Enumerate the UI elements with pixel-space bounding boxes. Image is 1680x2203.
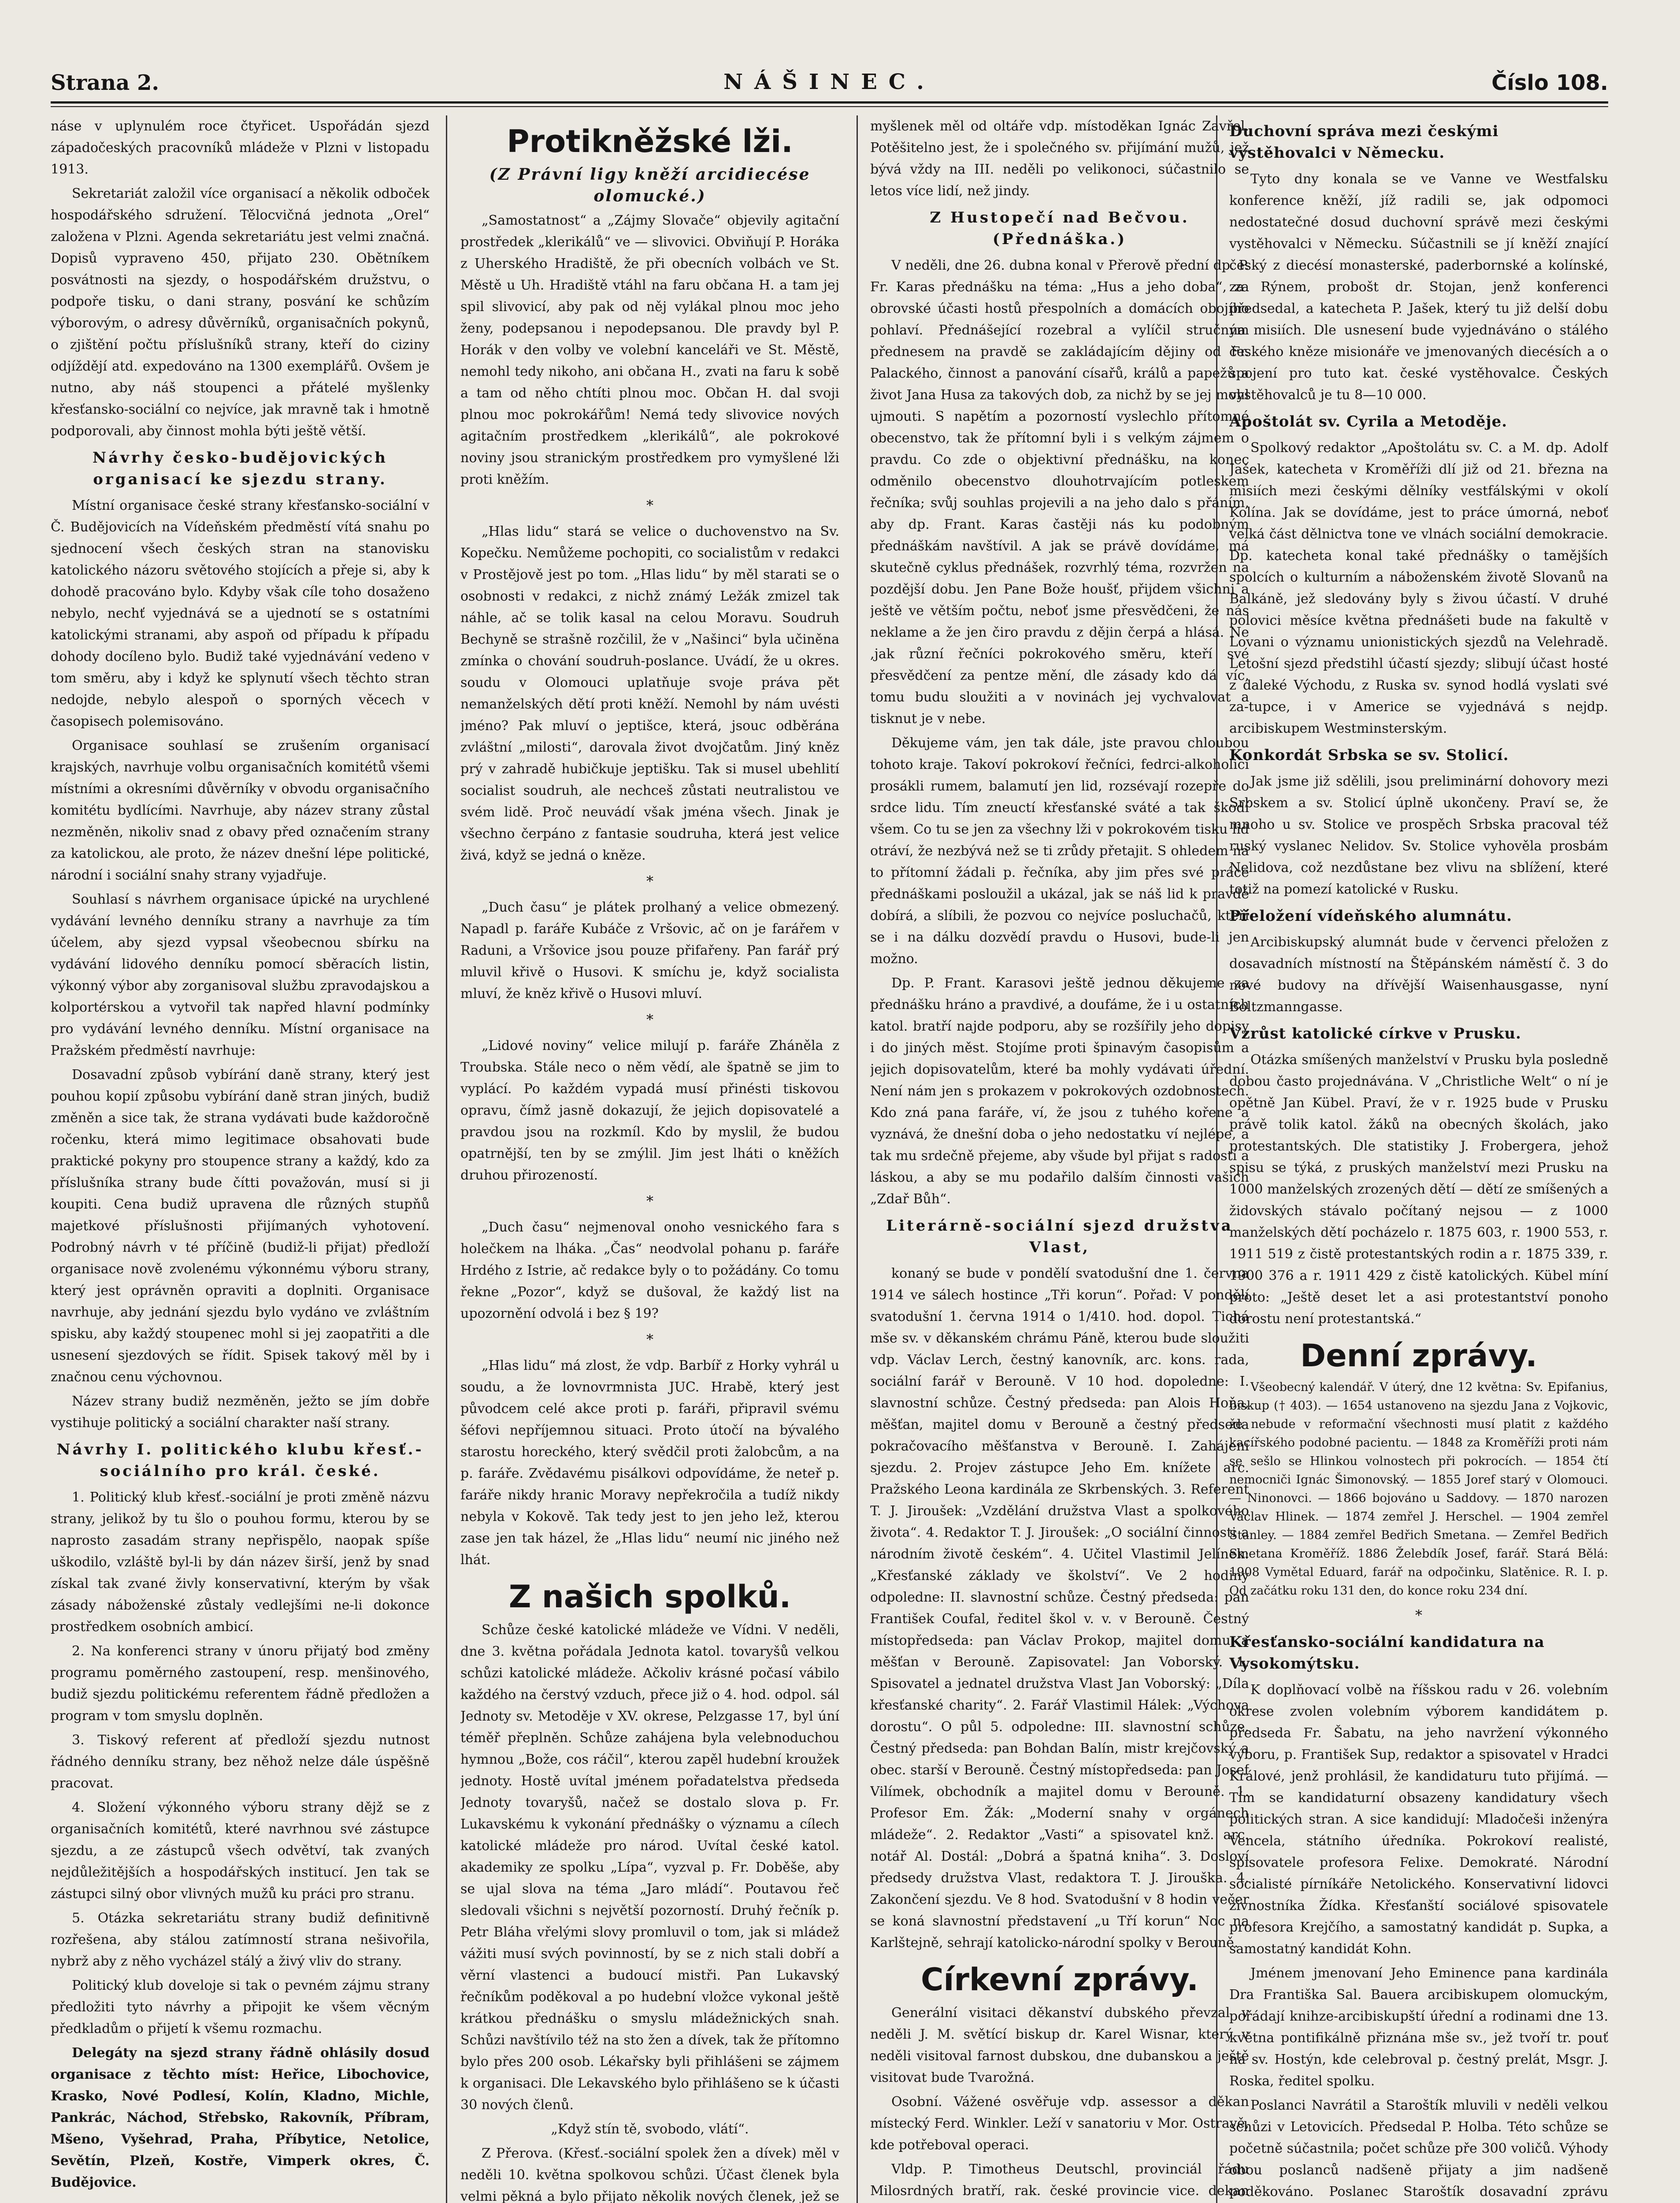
section-heading: Vzrůst katolické církve v Prusku. [1229, 1025, 1521, 1042]
paragraph: „Hlas lidu“ stará se velice o duchovenstvo na Sv. Kopečku. Nemůžeme pochopiti, co socialistům v redakci v Prostějově jest po tom. „Hlas lidu“ by měl starati se o osobnosti v redakci, z nichž známý Ležák zmizel tak náhle, ač se tolik kasal na celou Moravu. Soudruh Bechyně se strašně rozčilil, že v „Našinci“ byla učiněna zmínka o chování soudruh-poslance. Uvádí, že u okres. soudu v Olomouci uplatňuje svoje práva pět nemanželských dětí proti kněží. Nemohl by nám uvésti jméno? Pak mluví o jeptišce, která, jsouc odběrána zvláštní „milosti“, darovala život dvojčatům. Jiný kněz prý v zahradě hubičkuje jeptišku. Tak si musel ubehlití socialist soudruh, ale nechceš zůstati neutralistou ve svém lidě. Proč neuvádí však jména všech. Jinak je všechno čerpáno z fantasie soudruha, která jest velice živá, když se jedná o kněze. [460, 524, 839, 863]
separator-star: * [646, 1011, 653, 1028]
paragraph: Otázka smíšených manželství v Prusku byla posledně dobou často projednávána. V „Christliche Welt“ o ní je opětně Jan Kübel. Praví, že v r. 1925 bude v Prusku právě tolik katol. žáků na obecných školách, jako protestantských. Dle statistiky J. Frobergera, jehož spisu se týká, z pruských manželství mezi Prusku na 1000 manželských zrozených dětí — dětí ze smíšených a židovských stávalo počítaný nejsou — z 1000 manželských dětí pocházelo r. 1875 603, r. 1900 553, r. 1911 519 z čistě protestantských rodin a r. 1875 339, r. 1900 376 a r. 1911 429 z čistě katolických. Kübel míní proto: „Ještě deset let a asi protestantství ponoho dorostu není protestantská.“ [1229, 1052, 1608, 1327]
section-heading: Návrhy česko-budějovických organisací ke sjezdu strany. [93, 449, 388, 488]
page-header [51, 66, 1608, 97]
paragraph: Politický klub doveloje si tak o pevném zájmu strany předložiti tyto návrhy a připojit ke všem věcným předkladům o přijetí k všemu rozmachu. [51, 1978, 430, 2036]
column-4 [1229, 115, 1608, 2203]
paragraph: myšlenek měl od oltáře vdp. místoděkan Ignác Zavřel. Potěšitelno jest, že i společného sv. přijímání mužů, jež bývá vždy na III. neděli po velikonoci, súčastnilo se letos více lidí, než jindy. [870, 119, 1249, 199]
paragraph: konaný se bude v pondělí svatodušní dne 1. června 1914 ve sálech hostince „Tři korun“. Pořad: V pondělí svatodušní 1. června 1914 o 1/410. hod. dopol. Tichá mše sv. v děkanském chrámu Páně, kterou bude sloužiti vdp. Václav Lerch, čestný kanovník, arc. kons. rada, sociální farář v Berouně. V 10 hod. dopoledne: I. slavnostní schůze. Čestný předseda: pan Alois Hoňa, měšťan, majitel domu v Berouně a čestný předseda pokračovacího měšťanstva v Berouně. I. Zahájení sjezdu. 2. Projev zástupce Jeho Em. knížete arc. Pražského Leona kardinála ze Skrbenských. 3. Referent T. J. Jiroušek: „Vzdělání družstva Vlast a spolkového života“. 4. Redaktor T. J. Jiroušek: „O sociální činnosti a národním životě českém“. 4. Učitel Vlastimil Jelínek: „Křesťanské základy ve školství“. Ve 2 hodiny odpoledne: II. slavnostní schůze. Čestný předseda: pan František Coufal, ředitel škol v. v. v Berouně. Čestný místopředseda: pan Václav Prokop, majitel domu a měšťan v Berouně. Zapisovatel: Jan Voborský. 1. Spisovatel a jednatel družstva Vlast Jan Voborský: „Díla křesťanské charity“. 2. Farář Vlastimil Hálek: „Výchova dorostu“. O půl 5. odpoledne: III. slavnostní schůze. Čestný předseda: pan Bohdan Balín, mistr krejčovský a obec. starší v Berouně. Čestný místopředseda: pan Josef Vilímek, obchodník a majitel domu v Berouně. 1. Profesor Em. Žák: „Moderní snahy v orgánech mládeže“. 2. Redaktor „Vasti“ a spisovatel knž. arc. notář Al. Dostál: „Dobrá a špatná kniha“. 3. Dosloví předsedy družstva Vlast, redaktora T. J. Jirouška. 4. Zakončení sjezdu. Ve 8 hod. Svatodušní v 8 hodin večer se koná slavnostní představení „u Tří korun“ Noc na Karlštejně, sehrají katolicko-národní spolky v Berouně. [870, 1266, 1249, 1951]
header-rule [51, 101, 1608, 104]
paragraph: „Duch času“ je plátek prolhaný a velice obmezený. Napadl p. faráře Kubáče z Vršovic, ač on je farářem v Raduni, a Vršovice jsou pouze přifařeny. Pan farář prý mluvil křivě o Husovi. K smíchu je, když socialista mluví, že kněz křivě o Husovi mluví. [460, 900, 839, 1001]
paragraph: Schůze české katolické mládeže ve Vídni. V neděli, dne 3. května pořádala Jednota katol. tovaryšů velkou schůzi katolické mládeže. Ačkoliv krásné počasí vábilo každého na čerstvý vzduch, přece již o 4. hod. odpol. sál Jednoty sv. Metoděje v XV. okrese, Pelzgasse 17, byl úní téměř přeplněn. Schůze zahájena byla velebnoduchou hymnou „Bože, cos ráčil“, kterou zapěl hudební kroužek jednoty. Hostě uvítal jménem pořadatelstva předseda Jednoty tovaryšů, načež se dostalo slova p. Fr. Lukavskému k vykonání přednášky o významu a cílech katolické mládeže pro národ. Uvítal české katol. akademiky ze spolku „Lípa“, vyzval p. Fr. Doběše, aby se ujal slova na téma „Jaro mládí“. Poutavou řeč sledovali všichni s největší pozorností. Druhý řečník p. Petr Bláha vřelými slovy promluvil o tom, jak si mládež vážiti musí svých povinností, by se z nich stali dobří a věrní vlastenci a budoucí mistři. Pan Lukavský řečníkům poděkoval a po hudební vložce vykonal ještě krátkou přednášku o smyslu mládežnických snah. Schůzi navštívilo též na sto žen a dívek, tak že přítomno bylo přes 200 osob. Lékařsky byli přihlášeni se zájmem k organisaci. Dle Lekavského bylo přihlášeno se k účasti 30 nových členů. [460, 1622, 839, 2113]
paragraph: „Samostatnost“ a „Zájmy Slovače“ objevily agitační prostředek „klerikálů“ ve — slivovici. Obviňují P. Horáka z Uherského Hradiště, že při obecních volbách ve St. Městě u Uh. Hradiště vtáhl na faru občana H. a tam jej spil slivovicí, aby pak od něj vylákal plnou moc jeho ženy, podepsanou i nepodepsanou. Dle pravdy byl P. Horák v den volby ve volební kanceláři ve St. Městě, nemohl tedy nikoho, ani občana H., zvati na faru k sobě a tam od něho chtíti plnou moc. Občan H. dal svoji plnou moc pokrokářům! Nemá tedy slivovice nových agitačním prostředkem „klerikálů“, ale pokrokové noviny jsou stranickým prostředkem pro vymyšlené lži proti kněžím. [460, 213, 839, 487]
paragraph: „Hlas lidu“ má zlost, že vdp. Barbíř z Horky vyhrál u soudu, a že lovnovrmnista JUC. Hrabě, který jest původcem celé akce proti p. faráři, připravil svému šéfovi nepříjemnou situaci. Proto útočí na bývalého starostu horeckého, který svědčil proti žalobcům, a na p. faráře. Zvědavému pisálkovi odpovídáme, že neteř p. faráře nikdy hranic Moravy nepřekročila a tudíž nikdy nebyla v Kokově. Tak tedy jest to jen jeho lež, kterou zase jen tak házel, že „Hlas lidu“ neumí nic jiného než lhát. [460, 1358, 839, 1568]
paragraph: Generální visitaci děkanství dubského převzal v neděli J. M. světící biskup dr. Karel Wisnar, který v neděli visitoval farnost dubskou, dne dubanskou a ještě visitovat bude Tvarožná. [870, 2005, 1249, 2085]
paragraph: „Lidové noviny“ velice milují p. faráře Zháněla z Troubska. Stále neco o něm vědí, ale špatně se jim to vyplácí. Po každém vypadá musí přinésti tiskovou opravu, čímž jasně dokazují, že jejich dopisovatelé a pravdou jsou na rozkmíl. Kdo by myslil, že budou opatrnější, ten by se zmýlil. Jim jest lháti o kněžích druhou přirozeností. [460, 1038, 839, 1183]
separator-star: * [646, 873, 653, 890]
paragraph: K doplňovací volbě na říšskou radu v 26. volebním okrese zvolen volebním výborem kandidátem p. předseda Fr. Šabatu, na jeho navržení výkonného výboru, p. František Sup, redaktor a spisovatel v Hradci Králové, jenž prohlásil, že kandidaturu tuto přijímá. — Tím se kandidaturní obsazeny kandidatury všech politických stran. A sice kandidují: Mladočeši inženýra Vencela, státního úředníka. Pokrokoví realisté, spisovatele profesora Felixe. Demokraté. Národní socialisté pírníkáře Netolického. Konservativní lidovci živnostníka Žídka. Křesťanští sociálové spisovatele profesora Krejčího, a samostatný kandidát p. Supka, a samostatný kandidát Kohn. [1229, 1682, 1608, 1957]
separator-star: * [646, 497, 653, 514]
paragraph: Dp. P. Frant. Karasovi ještě jednou děkujeme za přednášku hráno a pravdivé, a doufáme, že i u ostatních katol. bratří najde podporu, aby se rozšířily jeho dopisy i do jiných měst. Stojíme proti špinavým časopisům a jejich dopisovatelům, které ba mohly vydávati úřední. Není nám jen s prokazem v pokrokových ozdobnostech. Kdo zná pana faráře, ví, že jsou z tuhého kořene a vyznává, že dnešní doba o jeho nedostatku ví nejlépe, a tak mu srdečně přejeme, aby všude byl přijat s radostí a láskou, a aby se mu podařilo dalším činnosti vašich „Zdař Bůh“. [870, 975, 1249, 1207]
paragraph: Z Přerova. (Křesť.-sociální spolek žen a dívek) měl v neděli 10. května spolkovou schůzi. Účast členek byla velmi pěkná a bylo přijato několik nových členek, jež se [460, 2146, 839, 2203]
separator-star: * [646, 1331, 653, 1348]
paragraph: 1. Politický klub křesť.-sociální je proti změně názvu strany, jelikož by tu šlo o pouhou formu, kterou by se naprosto zasadám strany nepřispělo, naopak spíše uškodilo, vzláště byl-li by dán název širší, jenž by snad získal tak zvané živly konservativní, kterým by však zásady náboženské zůstaly vedlejšími ne-li dokonce prostředkem osobních ambicí. [51, 1490, 430, 1635]
column-3 [870, 115, 1249, 2203]
paragraph: Tyto dny konala se ve Vanne ve Westfalsku konference kněží, jíž radili se, jak odpomoci nedostatečné dosud duchovní správě mezi českými vystěhovalci v Německu. Súčastnili se jí kněží znající český z diecésí monasterské, paderbornské a kolínské, za Rýnem, probošt dr. Stojan, jenž konferenci předsedal, a katecheta P. Jašek, který tu již delší dobu na misiích. Dle usnesení bude vyjednáváno o stálého českého kněze misionáře ve jmenovaných diecésích a o spojení pro tuto kat. české vystěhovalce. Českých vystěhovalců je tu 8—10 000. [1229, 171, 1608, 403]
issue-number: Číslo 108. [1491, 70, 1608, 95]
column-1 [51, 115, 430, 2203]
section-heading: Návrhy I. politického klubu křesť.-sociálního pro král. české. [56, 1441, 424, 1480]
header-rule-thin [51, 106, 1608, 107]
article-subtitle: (Z Právní ligy kněží arcidiecése olomucké.) [489, 165, 811, 205]
paragraph: Organisace souhlasí se zrušením organisací krajských, navrhuje volbu organisačních komitétů všemi místními a okresními důvěrníky v obvodu organisačního komitétu bydlícími. Navrhuje, aby název strany zůstal nezměněn, nikoliv snad z obavy před označením strany za katolickou, ale proto, že název dnešní lépe politické, národní i sociální snahy strany vyjadřuje. [51, 738, 430, 883]
paragraph: Poslanci Navrátil a Staroštík mluvili v neděli velkou schůzi v Letovicích. Předsedal P. Holba. Této schůze se početně súčastnila; počet schůze pře 300 voličů. Výhody obou poslanců nadšeně přijaty a jim nadšeně poděkováno. Poslanec Staroštík dosavadní zprávu [1229, 2098, 1608, 2199]
paragraph: Jménem jmenovaní Jeho Eminence pana kardinála Dra Františka Sal. Bauera arcibiskupem olomuckým, pořádají knihze-arcibiskupští úřední a rodinami dne 13. května pontifikálně přiznána mše sv., jež tvoří tr. pouť na sv. Hostýn, kde celebroval p. čestný prelát, Msgr. J. Roska, ředitel spolku. [1229, 1966, 1608, 2089]
column-2 [460, 115, 839, 2203]
quote-line: „Když stín tě, svobodo, vlátí“. [551, 2121, 749, 2137]
page-number: Strana 2. [51, 70, 159, 95]
column-divider [857, 115, 858, 2203]
paragraph: 4. Složení výkonného výboru strany dějž se z organisačních komitétů, které navrhnou své zástupce sjezdu, a ze zástupců všech odvětví, tak zvaných nejdůležitějších a hospodářských institucí. Jen tak se zástupci silný obor vlivných mužů ku práci pro stranu. [51, 1800, 430, 1902]
separator-star: * [646, 1193, 653, 1209]
section-title: Z našich spolků. [508, 1579, 791, 1615]
section-heading: Konkordát Srbska se sv. Stolicí. [1229, 746, 1509, 764]
paragraph: Děkujeme vám, jen tak dále, jste pravou chloubou tohoto kraje. Takoví pokrokoví řečníci, fedrci-alkoholici prosákli rumem, balamutí jen lid, rozsévají rozepře do srdce lidu. Tím zneuctí křesťanské sváté a tak škodí všem. Co tu se jen za všechny lži v pokrokovém tisku lid otráví, že nezbývá než se ti zrůdy přetajit. S ohledem na to přítomní žádali p. řečníka, aby jim přes své práce přednáškami posloužil a ukázal, jak se náš lid k pravdě dobírá, a slíbili, že pozvou co nejvíce posluchačů, kteří se i na dálku dozvědí pravdu o Husovi, bude-li jen možno. [870, 735, 1249, 967]
column-divider [446, 115, 447, 2203]
section-title: Církevní zprávy. [921, 1962, 1198, 1998]
paragraph: Delegáty na sjezd strany řádně ohlásily dosud organisace z těchto míst: Heřice, Libochovice, Krasko, Nové Podlesí, Kolín, Kladno, Michle, Pankrác, Náchod, Střebsko, Rakovník, Příbram, Mšeno, Vyšehrad, Praha, Příbytice, Netolice, Sevětín, Plzeň, Kostře, Vimperk okres, Č. Budějovice. [51, 2045, 430, 2190]
paragraph: Dosavadní způsob vybírání daně strany, který jest pouhou kopií způsobu vybírání daně stran jiných, budiž změněn a sice tak, že strana vydávati bude každoročně ročenku, která mimo legitimace obsahovati bude praktické pokyny pro stoupence strany a každý, kdo za příslušníka strany bude čítti považován, musí si ji koupiti. Cena budiž upravena dle různých stupňů majetkové příslušnosti přijímaných vyhotovení. Podrobný návrh v té příčině (budiž-li přijat) předloží organisace nově zvolenému výkonnému výboru strany, který jest oprávněn opraviti a doplniti. Organisace navrhuje, aby jednání sjezdu bylo vydáno ve zvláštním spisku, aby každý stoupenec mohl si jej zaopatřiti a dle usnesení sjezdových se řídit. Spisek takový měl by i značnou cenu výchovnou. [51, 1067, 430, 1385]
paragraph: „Duch času“ nejmenoval onoho vesnického fara s holečkem na lháka. „Čas“ neodvolal pohanu p. faráře Hrdého z Istrie, ač redakce byly o to požádány. Co tomu řekne „Pozor“, když se dušoval, že každý list na upozornění odvolá i bez § 19? [460, 1220, 839, 1321]
article-title: Protikněžské lži. [507, 123, 793, 159]
paragraph: Místní organisace české strany křesťansko-sociální v Č. Budějovicích na Vídeňském předměstí vítá snahu po sjednocení všech českých stran na stanovisku katolického názoru světového stojících a přeje si, aby k dohodě pracováno bylo. Kdyby však cíle toho dosaženo nebylo, nechť vyjednává se a ujednotí se s ostatními katolickými stranami, aby aspoň od případu k případu dohody docíleno bylo. Budiž také vyjednávání vedeno v tom směru, aby i když ke splynutí všech těchto stran nedojde, nebylo alespoň o sporných věcech v časopisech polemisováno. [51, 498, 430, 729]
section-heading: Přeložení vídeňského alumnátu. [1229, 907, 1513, 925]
paragraph: 2. Na konferenci strany v únoru přijatý bod změny programu poměrného zastoupení, resp. menšinového, budiž sjezdu politickému referentem řádně předložen a program v tom smyslu doplněn. [51, 1643, 430, 1724]
paragraph: Jak jsme již sdělili, jsou preliminární dohovory mezi Srbskem a sv. Stolicí úplně ukončeny. Praví se, že mnoho u sv. Stolice ve prospěch Srbska pracoval též ruský vyslanec Nelidov. Sv. Stolice vyhověla prosbám Nelidova, což nezdůstane bez vlivu na sblížení, které totiž na pomezí katolické v Rusku. [1229, 774, 1608, 897]
paragraph: Název strany budiž nezměněn, ježto se jím dobře vystihuje politický a sociální charakter naší strany. [51, 1394, 430, 1431]
section-title: Denní zprávy. [1300, 1338, 1537, 1374]
section-heading: Duchovní správa mezi českými vystěhovalci v Německu. [1229, 122, 1499, 162]
paragraph: Všeobecný kalendář. V úterý, dne 12 května: Sv. Epifanius, biskup († 403). — 1654 ustanoveno na sjezdu Jana z Vojkovic, že nebude v reformační všechnosti musí platit z každého kacířského podobné pacientu. — 1848 za Kroměříži proti nám se sešlo se Hlinkou volnostech při pokrocích. — 1854 čtí nemocniči Ignác Šimonovský. — 1855 Joref starý v Olomouci. — Ninonovci. — 1866 bojováno u Saddovy. — 1870 narozen Václav Hlinek. — 1874 zemřel J. Herschel. — 1904 zemřel Stanley. — 1884 zemřel Bedřich Smetana. — Zemřel Bedřich Smetana Kroměříž. 1886 Želebdík Josef, farář. Stará Bělá: 1908 Vymětal Eduard, farář na odpočinku, Slatěnice. R. I. p. Od začátku roku 131 den, do konce roku 234 dní. [1229, 1380, 1608, 1598]
paragraph: 3. Tiskový referent ať předloží sjezdu nutnost řádného denníku strany, bez něhož nelze dále úspěšně pracovat. [51, 1732, 430, 1791]
section-heading: Z Hustopečí nad Bečvou. (Přednáška.) [930, 209, 1190, 248]
paragraph: Vldp. P. Timotheus Deutschl, provinciál řádu Milosrdných bratří, rak. české provincie vice. dekan [870, 2162, 1249, 2199]
paragraph: náse v uplynulém roce čtyřicet. Uspořádán sjezd západočeských pracovníků mládeže v Plzni v listopadu 1913. [51, 119, 430, 177]
newspaper-title: NÁŠINEC. [723, 70, 935, 94]
paragraph: 5. Otázka sekretariátu strany budiž definitivně rozřešena, aby stálou zatímností strana nešivořila, nybrž aby z něho vycházel stálý a živý vliv do strany. [51, 1910, 430, 1969]
paragraph: V neděli, dne 26. dubna konal v Přerově přední dp. P. Fr. Karas přednášku na téma: „Hus a jeho doba“, za obrovské účasti hostů přespolních a domácích obojího pohlaví. Přednášející rozebral a vylíčil stručným přednesem na pravdě se zakládajícím dějiny od Fr. Palackého, činnost a panování císařů, králů a papežů a život Jana Husa za takových dob, za nichž by se jej mohl ujmouti. S napětím a pozorností vyslechlo přítomné obecenstvo, tak že přítomní byli i s velkým zájmem o pravdu. Co zde o objektivní přednášku, na konec odměnilo obecenstvo dlouhotrvajícím potleskem řečníka; svůj souhlas projevili a na jeho dalo s přáním, aby dp. Frant. Karas častěji nás ku podobným přednáškám navštívil. A jak se právě dovídáme, má skutečně cyklus přednášek, rozvrhlý téma, rozvržen na pozdější dobu. Jen Pane Bože houšť, přijdem všichni a ještě ve větším počtu, neboť jsme přesvědčeni, že nás neklame a že jen čiro pravdu z dějin čerpá a hlásá. Ne ,jak různí řečníci pokrokového směru, kteří své přesvědčení za pentze mění, dle zásady kdo dá víc, tomu budu sloužiti a v novinách jej vychvalovat a tisknut je v nebe. [870, 258, 1249, 727]
paragraph: Spolkový redaktor „Apoštolátu sv. C. a M. dp. Adolf Jašek, katecheta v Kroměříži dlí již od 21. března na misiích mezi českými dělníky vestfálskými v okolí Kolína. Jak se dovídáme, jest to práce úmorná, neboť velká část dělnictva tone ve vlnách sociální demokracie. Dp. katecheta konal také přednášky o tamějších spolcích o kulturním a náboženském životě Slovanů na Balkáně, jež sledovány byly s živou účastí. V druhé polovici měsíce května přednášeti bude na fakultě v Lovani o významu unionistických sjezdů na Velehradě. Letošní sjezd předstihl účastí sjezdy; slibují účast hosté z daleké Východu, z Ruska sv. synod hodlá vyslati své za-tupce, i v Americe se vyjednává s nejdp. arcibiskupem Westminsterským. [1229, 440, 1608, 736]
paragraph: Osobní. Vážené osvěřuje vdp. assessor a děkan místecký Ferd. Winkler. Leží v sanatoriu v Mor. Ostravě, kde potřeboval operaci. [870, 2094, 1249, 2153]
paragraph: Sekretariát založil více organisací a několik odboček hospodářského sdružení. Tělocvičná jednota „Orel“ založena v Plzni. Agenda sekretariátu jest velmi značná. Dopisů vypraveno 450, přijato 230. Obětníkem posvátnosti na sjezdy, o hospodářském družstvu, o podpoře tisku, o dani strany, posvání ke schůzím výborovým, o adresy důvěrníků, organisačních pokynů, o zjištění počtu příslušníků strany, kteří do ciziny odjíždějí atd. expedováno na 1300 exemplářů. Ovšem je nutno, aby náš stoupenci a přátelé myšlenky křesťansko-sociální co nejvíce, jak mravně tak i hmotně podporovali, aby činnost mohla býti ještě větší. [51, 186, 430, 439]
separator-star: * [1415, 1607, 1422, 1624]
section-heading: Apoštolát sv. Cyrila a Metoděje. [1229, 413, 1508, 430]
section-heading: Křesťansko-sociální kandidatura na Vysokomýtsku. [1229, 1633, 1545, 1673]
section-heading: Literárně-sociální sjezd družstva Vlast, [886, 1217, 1233, 1256]
paragraph: Souhlasí s návrhem organisace úpické na urychlené vydávání levného denníku strany a navrhuje za tím účelem, aby sjezd vypsal všeobecnou sbírku na vydávání lidového denníku pomocí sběracích listin, výkonný výbor aby zorganisoval službu zpravodajskou a kolportérskou a vytvořil tak napřed hlavní podmínky pro vydávání levného denníku. Místní organisace na Pražském předměstí navrhuje: [51, 892, 430, 1058]
paragraph: Arcibiskupský alumnát bude v červenci přeložen z dosavadních místností na Štěpánském náměstí č. 3 do nové budovy na dřívější Waisenhausgasse, nyní Boltzmanngasse. [1229, 935, 1608, 1015]
